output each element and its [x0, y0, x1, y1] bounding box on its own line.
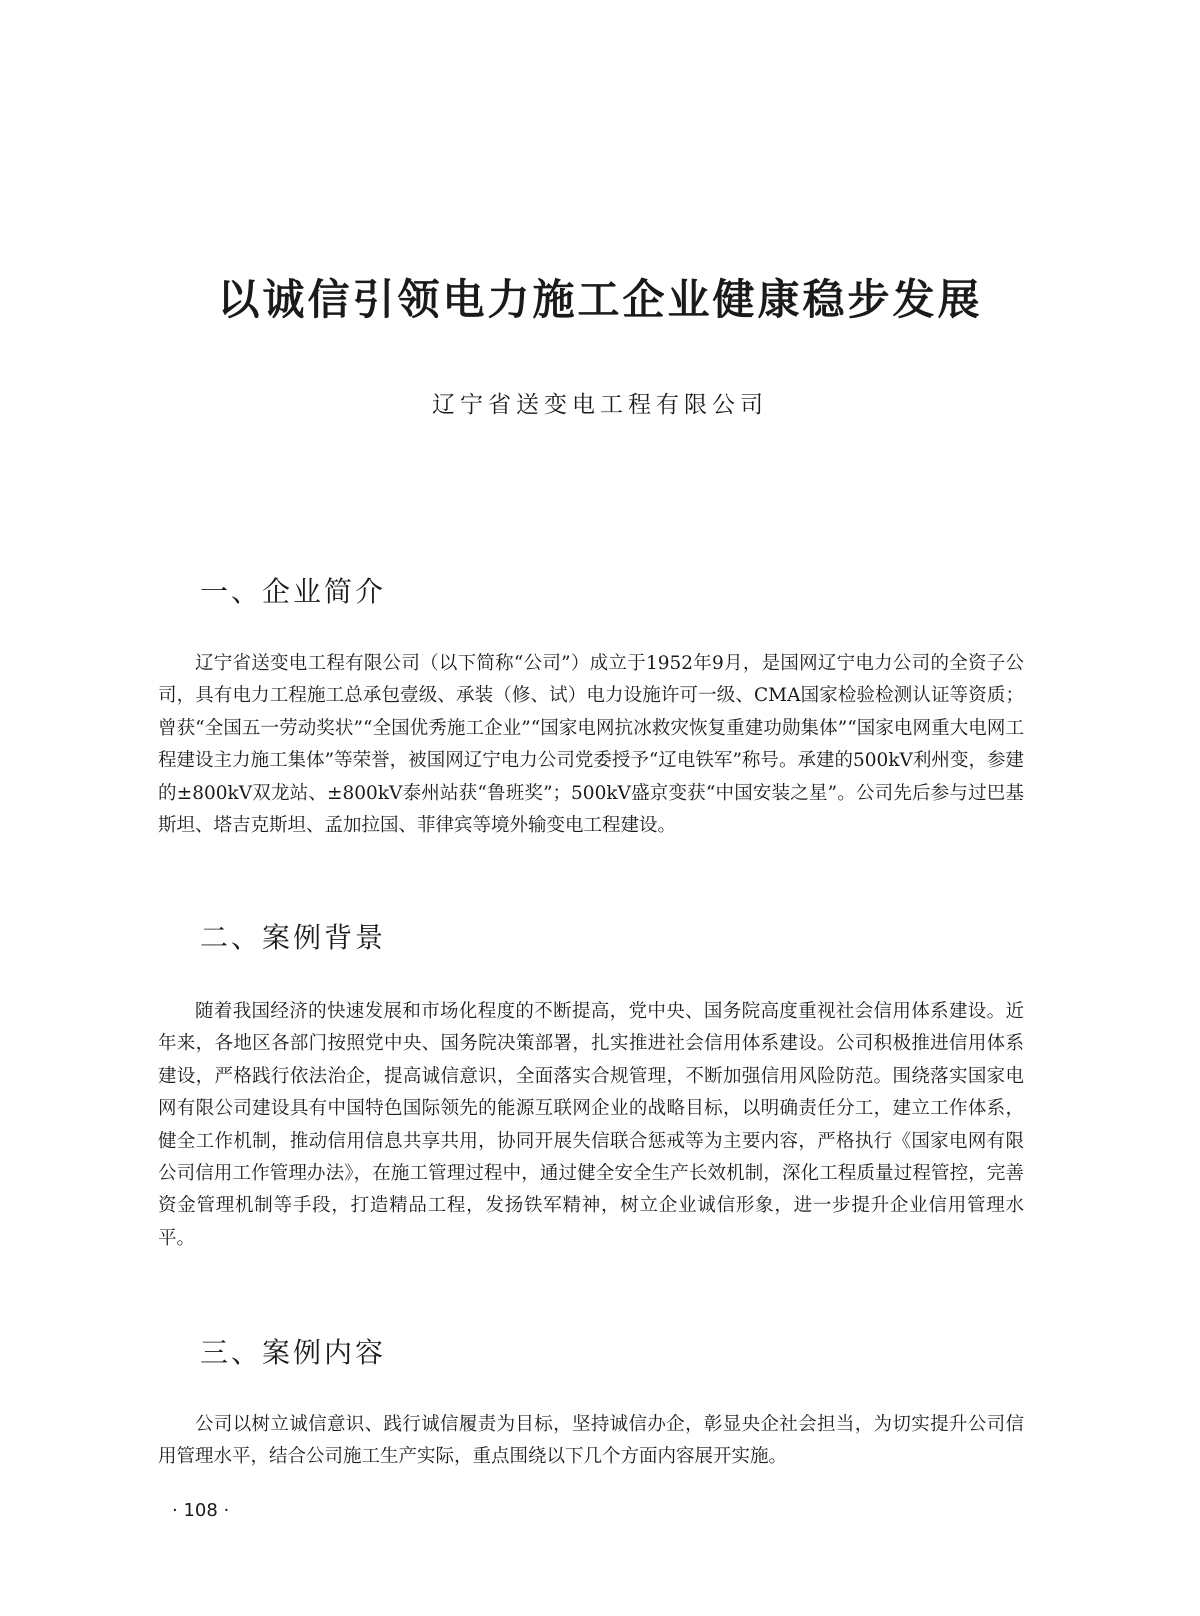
author-organization: 辽宁省送变电工程有限公司 [432, 392, 768, 418]
section-heading-company-profile: 一、企业简介 [200, 575, 387, 608]
page-number: · 108 · [172, 1500, 230, 1521]
section-heading-case-background: 二、案例背景 [200, 921, 387, 954]
document-title: 以诚信引领电力施工企业健康稳步发展 [217, 275, 983, 324]
section-heading-case-content: 三、案例内容 [200, 1336, 387, 1369]
paragraph-case-content: 公司以树立诚信意识、践行诚信履责为目标，坚持诚信办企，彰显央企社会担当，为切实提升公司信用管理水平，结合公司施工生产实际，重点围绕以下几个方面内容展开实施。 [158, 1414, 1024, 1468]
paragraph-company-profile: 辽宁省送变电工程有限公司（以下简称“公司”）成立于1952年9月，是国网辽宁电力公司的全资子公司，具有电力工程施工总承包壹级、承装（修、试）电力设施许可一级、CMA国家检验检测认证等资质；曾获“全国五一劳动奖状”“全国优秀施工企业”“国家电网抗冰救灾恢复重建功勋集体”“国家电网重大电网工程建设主力施工集体”等荣誉，被国网辽宁电力公司党委授予“辽电铁军”称号。承建的500kV利州变，参建的±800kV双龙站、±800kV泰州站获“鲁班奖”；500kV盛京变获“中国安装之星”。公司先后参与过巴基斯坦、塔吉克斯坦、孟加拉国、菲律宾等境外输变电工程建设。 [158, 653, 1024, 837]
paragraph-case-background: 随着我国经济的快速发展和市场化程度的不断提高，党中央、国务院高度重视社会信用体系建设。近年来，各地区各部门按照党中央、国务院决策部署，扎实推进社会信用体系建设。公司积极推进信用体系建设，严格践行依法治企，提高诚信意识，全面落实合规管理，不断加强信用风险防范。围绕落实国家电网有限公司建设具有中国特色国际领先的能源互联网企业的战略目标，以明确责任分工，建立工作体系，健全工作机制，推动信用信息共享共用，协同开展失信联合惩戒等为主要内容，严格执行《国家电网有限公司信用工作管理办法》，在施工管理过程中，通过健全安全生产长效机制，深化工程质量过程管控，完善资金管理机制等手段，打造精品工程，发扬铁军精神，树立企业诚信形象，进一步提升企业信用管理水平。 [158, 1001, 1024, 1249]
